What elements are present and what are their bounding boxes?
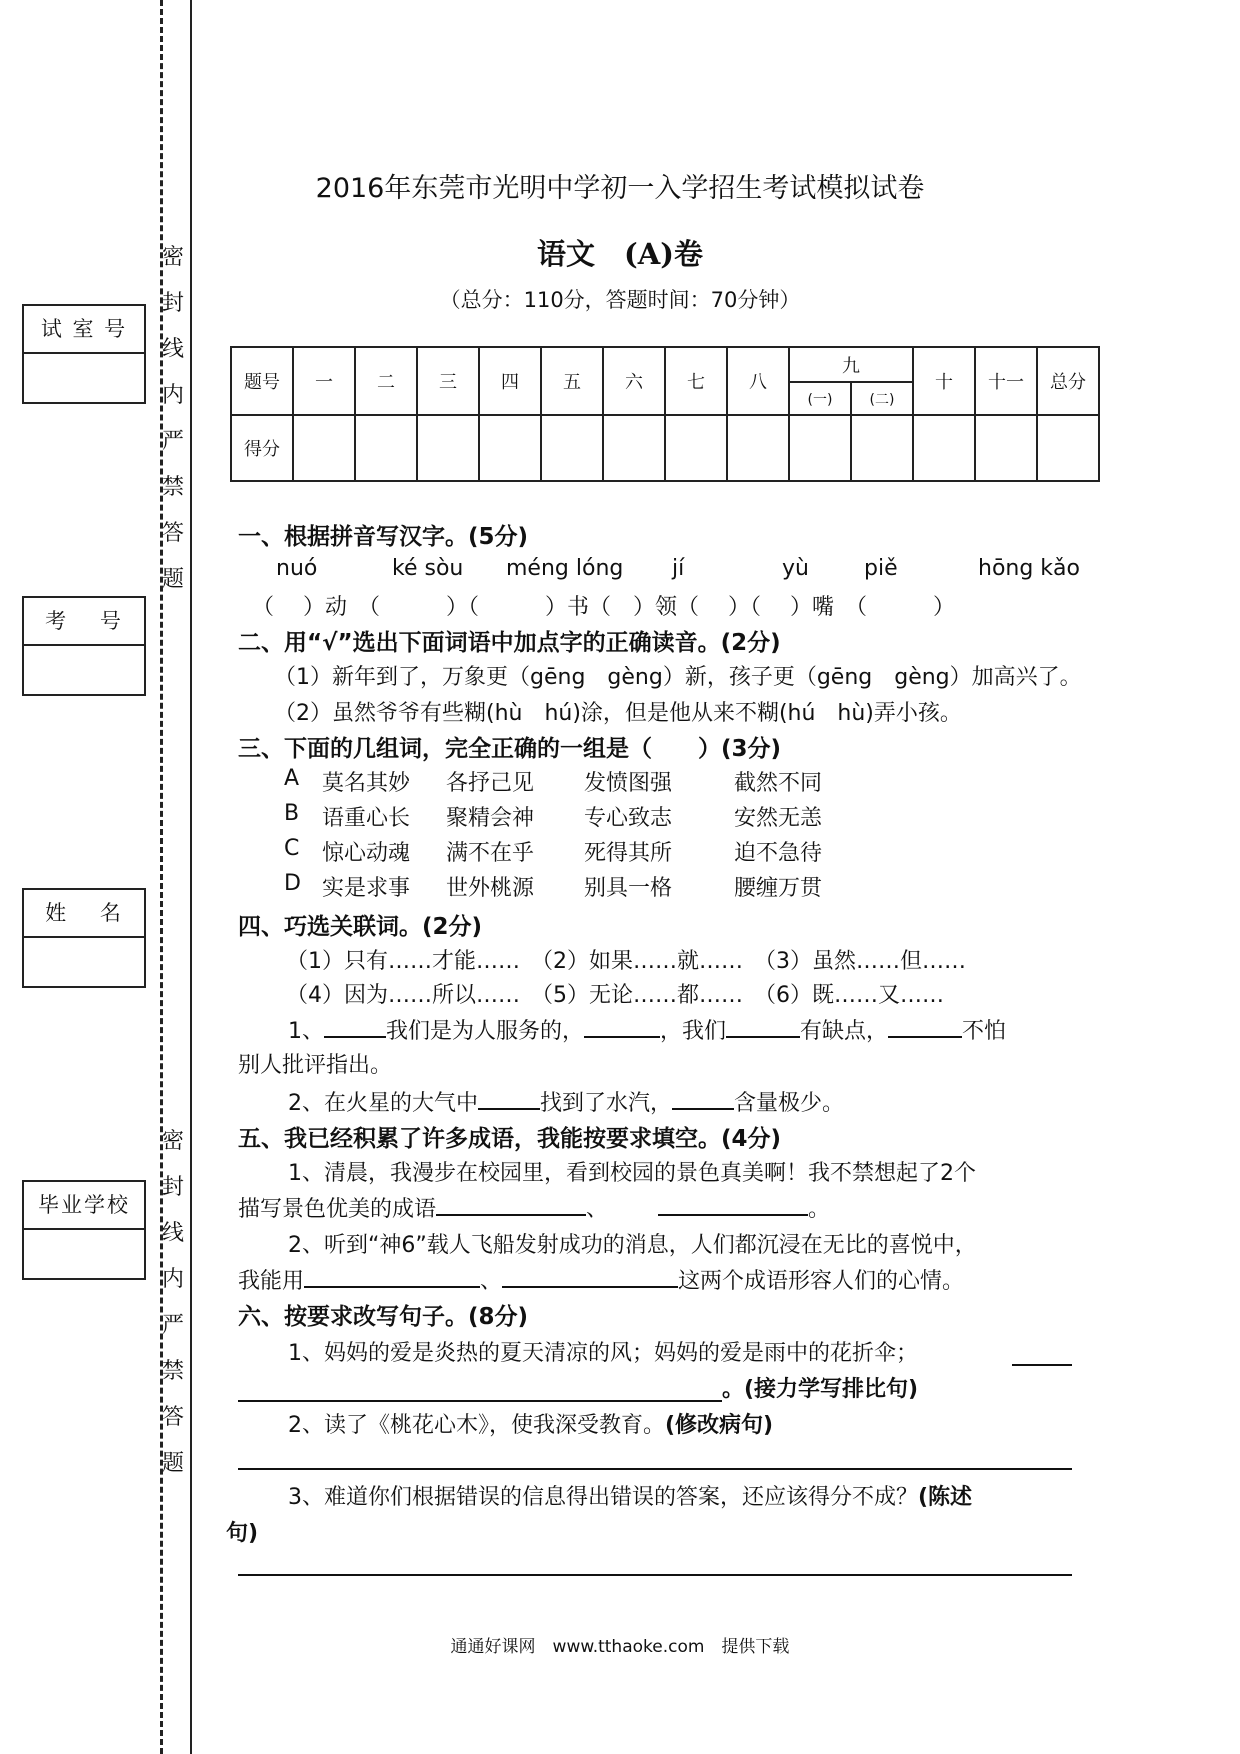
exam-room-box	[22, 304, 146, 404]
score-col-4: 四	[479, 347, 541, 415]
seal-top-char: 密	[161, 245, 184, 270]
q4-s1-text-2: ，我们	[660, 1019, 727, 1044]
score-cell	[789, 415, 851, 481]
q5-line-1: 1、清晨，我漫步在校园里，看到校园的景色真美啊！我不禁想起了2个	[288, 1161, 976, 1186]
score-cell	[417, 415, 479, 481]
q3-option-word: 语重心长	[322, 806, 411, 831]
q3-option-word: 各抒己见	[446, 771, 535, 796]
q5-blank[interactable]	[658, 1194, 808, 1216]
q3-option-word: 聚精会神	[446, 806, 535, 831]
q4-options-1: （1）只有……才能…… （2）如果……就…… （3）虽然……但……	[286, 949, 966, 974]
q4-sentence-2	[288, 1086, 844, 1117]
q5-blank[interactable]	[502, 1266, 678, 1288]
score-col-5: 五	[541, 347, 603, 415]
seal-top-char: 题	[161, 567, 184, 592]
q1-heading: 一、根据拼音写汉字。(5分)	[238, 524, 529, 550]
seal-top-char: 内	[161, 383, 184, 408]
q1-pinyin-6: piě	[864, 556, 898, 581]
q4-blank[interactable]	[726, 1016, 800, 1038]
q4-s1-text-1: 我们是为人服务的，	[386, 1019, 585, 1044]
q3-option-word: 专心致志	[584, 806, 673, 831]
seal-bottom-char: 线	[161, 1221, 184, 1246]
q4-s1-text-3: 有缺点，	[800, 1019, 889, 1044]
q3-option-word: 死得其所	[584, 841, 673, 866]
footer-text: 通通好课网 www.tthaoke.com 提供下载	[450, 1637, 790, 1657]
q4-blank[interactable]	[478, 1088, 540, 1110]
score-cell	[665, 415, 727, 481]
exam-number-label: 考 号	[24, 598, 144, 646]
q6-line-4	[288, 1480, 972, 1511]
q1-pinyin-7: hōng kǎo	[978, 556, 1080, 581]
q3-option-word: 满不在乎	[446, 841, 535, 866]
score-cell	[603, 415, 665, 481]
seal-bottom-char: 题	[161, 1451, 184, 1476]
q6-l4-tag: (陈述	[918, 1485, 973, 1510]
q6-answer-line-2[interactable]	[238, 1468, 1072, 1470]
q5-l4-end: 这两个成语形容人们的心情。	[678, 1269, 965, 1294]
q3-option-word: 发愤图强	[584, 771, 673, 796]
q1-pinyin-5: yù	[782, 556, 809, 581]
score-cell	[355, 415, 417, 481]
seal-bottom-char: 密	[161, 1129, 184, 1154]
exam-info: （总分：110分，答题时间：70分钟）	[439, 288, 801, 312]
score-col-9-1: (一)	[789, 382, 851, 415]
q4-heading: 四、巧选关联词。(2分)	[238, 914, 483, 940]
q6-l3-tag: (修改病句)	[665, 1413, 774, 1438]
q4-blank[interactable]	[672, 1088, 734, 1110]
school-label: 毕业学校	[24, 1182, 144, 1230]
score-col-6: 六	[603, 347, 665, 415]
score-cell	[727, 415, 789, 481]
score-col-8: 八	[727, 347, 789, 415]
score-col-11: 十一	[975, 347, 1037, 415]
q5-line-4	[238, 1264, 964, 1295]
score-col-2: 二	[355, 347, 417, 415]
seal-top-char: 严	[161, 429, 184, 454]
q6-answer-line-1a[interactable]	[1012, 1364, 1072, 1366]
q1-answer-line: （ ）动 （ ）（ ）书（ ）领（ ）（ ）嘴 （ ）	[252, 595, 955, 620]
seal-bottom-char: 封	[161, 1175, 184, 1200]
q3-option-letter: D	[284, 871, 301, 896]
q3-option-word: 世外桃源	[446, 876, 535, 901]
q1-pinyin-2: ké sòu	[392, 556, 464, 581]
q5-line-2	[238, 1192, 830, 1223]
q6-answer-line-3[interactable]	[238, 1574, 1072, 1576]
seal-top-char: 封	[161, 291, 184, 316]
school-box	[22, 1180, 146, 1280]
q3-option-word: 安然无恙	[734, 806, 823, 831]
q4-s2-text-2: 找到了水汽，	[540, 1091, 673, 1116]
q4-sentence-1-cont: 别人批评指出。	[238, 1053, 393, 1078]
q5-l4-sep: 、	[480, 1269, 503, 1294]
score-cell	[479, 415, 541, 481]
q5-heading: 五、我已经积累了许多成语，我能按要求填空。(4分)	[238, 1126, 782, 1152]
q4-blank[interactable]	[584, 1016, 660, 1038]
q3-option-letter: C	[284, 836, 300, 861]
score-cell	[1037, 415, 1099, 481]
q3-option-word: 迫不急待	[734, 841, 823, 866]
seal-top-char: 答	[161, 521, 184, 546]
score-col-7: 七	[665, 347, 727, 415]
score-col-9-2: (二)	[851, 382, 913, 415]
q1-pinyin-3: méng lóng	[506, 556, 624, 581]
q4-s1-text-4: 不怕	[962, 1019, 1007, 1044]
score-cell	[975, 415, 1037, 481]
q1-pinyin-4: jí	[672, 556, 685, 581]
exam-title: 2016年东莞市光明中学初一入学招生考试模拟试卷	[315, 173, 925, 204]
q3-option-letter: A	[284, 766, 300, 791]
q6-l3-text: 2、读了《桃花心木》，使我深受教育。	[288, 1413, 665, 1438]
seal-bottom-char: 禁	[161, 1359, 184, 1384]
q5-blank[interactable]	[304, 1266, 480, 1288]
score-col-10: 十	[913, 347, 975, 415]
q3-option-word: 实是求事	[322, 876, 411, 901]
score-table	[230, 346, 1100, 482]
q6-line-1: 1、妈妈的爱是炎热的夏天清凉的风；妈妈的爱是雨中的花折伞；	[288, 1341, 918, 1366]
q3-option-word: 别具一格	[584, 876, 673, 901]
seal-bottom-char: 严	[161, 1313, 184, 1338]
score-row-label: 得分	[231, 415, 293, 481]
q5-l2-end: 。	[808, 1197, 831, 1222]
score-cell	[851, 415, 913, 481]
q5-blank[interactable]	[436, 1194, 586, 1216]
exam-room-label: 试 室 号	[24, 306, 144, 354]
score-table-row-label: 题号	[231, 347, 293, 415]
q6-answer-line-1b[interactable]	[238, 1400, 722, 1402]
q3-option-word: 惊心动魂	[322, 841, 411, 866]
q3-option-word: 腰缠万贯	[734, 876, 823, 901]
q6-line-5: 句)	[226, 1521, 259, 1546]
q3-option-word: 截然不同	[734, 771, 823, 796]
q3-option-word: 莫名其妙	[322, 771, 411, 796]
score-col-3: 三	[417, 347, 479, 415]
exam-subject: 语文 (A)卷	[537, 237, 703, 271]
q4-s1-num: 1、	[288, 1019, 324, 1044]
q6-line-2: 。(接力学写排比句)	[722, 1377, 919, 1402]
q2-line-2: （2）虽然爷爷有些糊(hù hú)涂，但是他从来不糊(hú hù)弄小孩。	[274, 701, 962, 726]
q4-options-2: （4）因为……所以…… （5）无论……都…… （6）既……又……	[286, 983, 944, 1008]
q5-line-3: 2、听到“神6”载人飞船发射成功的消息，人们都沉浸在无比的喜悦中，	[288, 1233, 977, 1258]
q3-heading: 三、下面的几组词，完全正确的一组是（ ）(3分)	[238, 736, 782, 762]
score-cell	[541, 415, 603, 481]
q6-line-3	[288, 1408, 773, 1439]
q5-l2-text: 描写景色优美的成语	[238, 1197, 437, 1222]
q4-blank[interactable]	[324, 1016, 386, 1038]
score-cell	[913, 415, 975, 481]
score-col-total: 总分	[1037, 347, 1099, 415]
q4-sentence-1	[288, 1014, 1006, 1045]
q5-l4-text: 我能用	[238, 1269, 305, 1294]
q4-blank[interactable]	[888, 1016, 962, 1038]
q4-s2-text-3: 含量极少。	[734, 1091, 845, 1116]
name-label: 姓 名	[24, 890, 144, 938]
q1-pinyin-1: nuó	[276, 556, 318, 581]
q6-l4-text: 3、难道你们根据错误的信息得出错误的答案，还应该得分不成？	[288, 1485, 918, 1510]
q3-option-letter: B	[284, 801, 300, 826]
q2-line-1: （1）新年到了，万象更（gēng gèng）新，孩子更（gēng gèng）加高兴了。	[274, 665, 1082, 690]
score-col-1: 一	[293, 347, 355, 415]
q2-heading: 二、用“√”选出下面词语中加点字的正确读音。(2分)	[238, 630, 781, 656]
score-col-9: 九	[789, 347, 913, 382]
seal-text-bottom	[160, 1130, 186, 1498]
seal-bottom-char: 内	[161, 1267, 184, 1292]
name-box	[22, 888, 146, 988]
seal-top-char: 禁	[161, 475, 184, 500]
q6-heading: 六、按要求改写句子。(8分)	[238, 1304, 529, 1330]
q4-s2-text-1: 2、在火星的大气中	[288, 1091, 478, 1116]
score-cell	[293, 415, 355, 481]
seal-bottom-char: 答	[161, 1405, 184, 1430]
exam-number-box	[22, 596, 146, 696]
seal-top-char: 线	[161, 337, 184, 362]
q5-l2-sep: 、	[586, 1197, 609, 1222]
